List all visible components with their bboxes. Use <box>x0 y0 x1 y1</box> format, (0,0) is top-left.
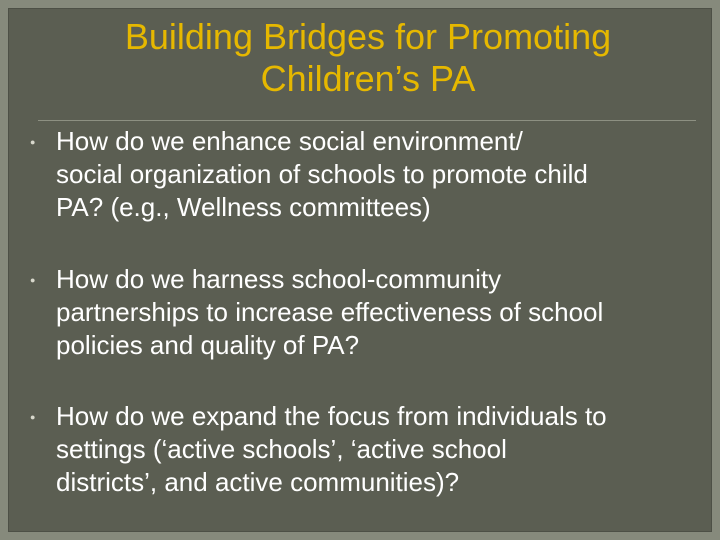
bullet-item <box>30 400 712 499</box>
slide <box>8 8 712 532</box>
bullet-text-line: districts’, and active communities)? <box>56 467 460 497</box>
bullet-list <box>8 8 712 532</box>
bullet-text-line: How do we expand the focus from individuals to <box>56 401 607 431</box>
bullet-item <box>30 263 712 362</box>
bullet-text-line: policies and quality of PA? <box>56 330 360 360</box>
slide-title-line: Children’s PA <box>260 58 476 99</box>
bullet-text-line: partnerships to increase effectiveness of school <box>56 297 604 327</box>
bullet-dot-icon: ● <box>30 412 36 422</box>
bullet-text-line: How do we enhance social environment/ <box>56 126 523 156</box>
bullet-dot-icon: ● <box>30 137 36 147</box>
bullet-item <box>30 125 712 224</box>
bullet-text-line: How do we harness school-community <box>56 264 502 294</box>
slide-title-line: Building Bridges for Promoting <box>124 16 612 57</box>
bullet-dot-icon: ● <box>30 275 36 285</box>
bullet-text-line: settings (‘active schools’, ‘active school <box>56 434 507 464</box>
bullet-text-line: PA? (e.g., Wellness committees) <box>56 192 431 222</box>
bullet-text-line: social organization of schools to promote child <box>56 159 588 189</box>
